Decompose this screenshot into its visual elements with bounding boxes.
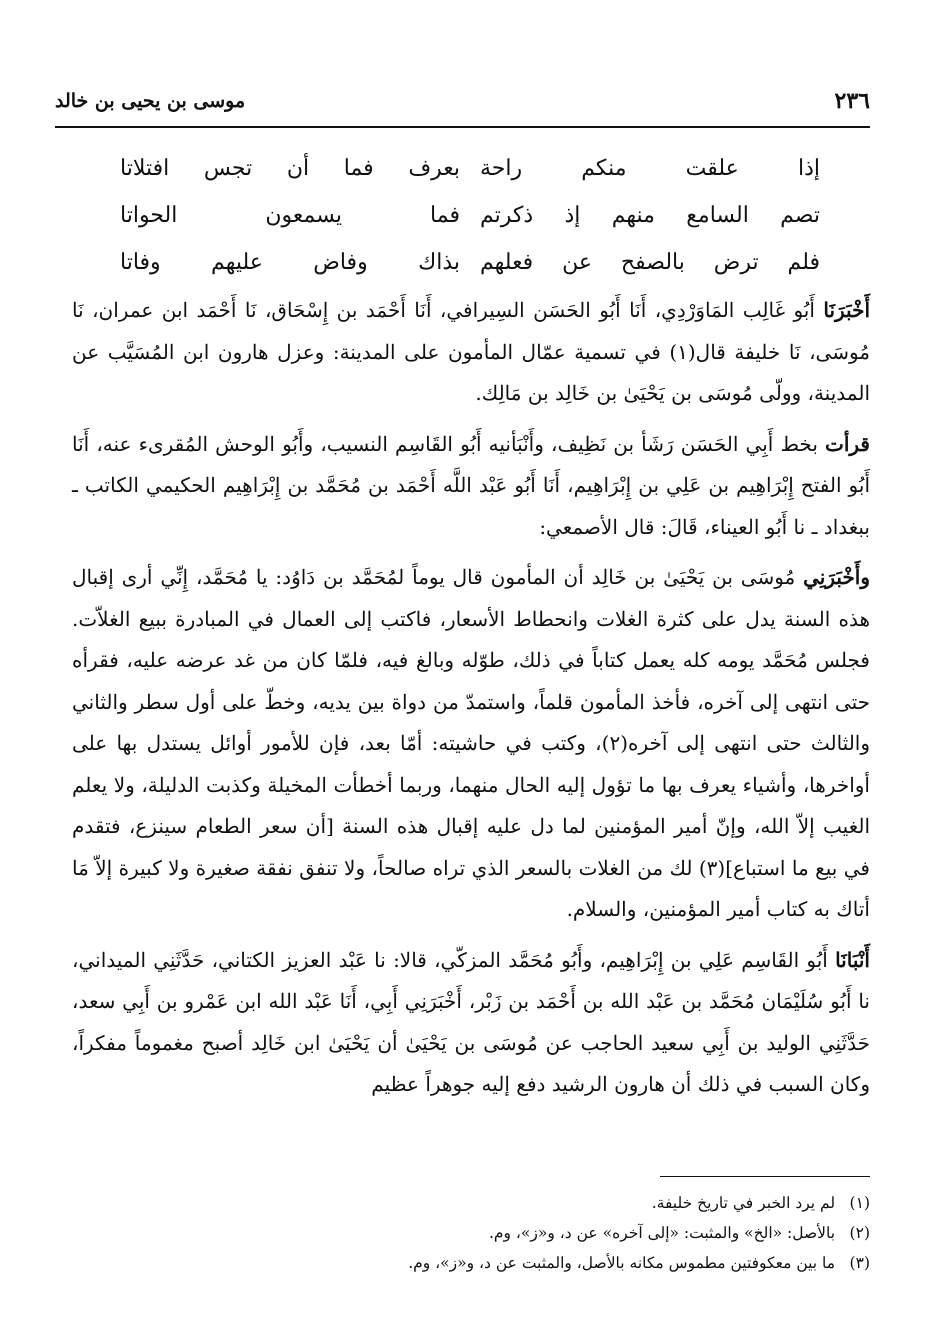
paragraph-text: أَبُو غَالِب المَاوَرْدِي، أَنَا أَبُو الحَسَن السِيرافي، أَنَا أَحْمَد بن إِسْحَاق، نَا أَحْمَد ابن عمران، نَا مُوسَى، نَا خليفة قال(١) في تسمية عمّال المأمون على المدينة: وعزل هارون ابن المُسَيَّب عن المدينة، وولّى مُوسَى بن يَحْيَىٰ بن خَالِد بن مَالِك.	[72, 298, 870, 405]
paragraph-lead-word: وأَخْبَرَنِي	[803, 565, 870, 589]
paragraph-text: مُوسَى بن يَحْيَىٰ بن خَالِد أن المأمون قال يوماً لمُحَمَّد بن دَاوُد: يا مُحَمَّد، إِنِّي أرى إقبال هذه السنة يدل على كثرة الغلات وانحطاط الأسعار، فاكتب إلى العمال في المبادرة ببيع الغلاّت. فجلس مُحَمَّد يومه كله يعمل كتاباً في ذلك، طوّله وبالغ فيه، فلمّا كان من غد عرضه عليه، فقرأه حتى انتهى إلى آخره، فأخذ المأمون قلماً، واستمدّ من دواة بين يديه، وخطّ على أول سطر والثاني والثالث حتى انتهى إلى آخره(٢)، وكتب في حاشيته: أمّا بعد، فإن للأمور أوائل يستدل بها على أواخرها، وأشياء يعرف بها ما تؤول إليه الحال منهما، وربما أخطأت المخيلة وكذبت الدليلة، ولا يعلم الغيب إلاّ الله، وإنّ أمير المؤمنين لما دل عليه إقبال هذه السنة [أن سعر الطعام سينزع، فتقدم في بيع ما استباع](٣) لك من الغلات بالسعر الذي تراه صالحاً، ولا تنفق نفقة صغيرة ولا كبيرة إلاّ مَا أتاك به كتاب أمير المؤمنين، والسلام.	[72, 565, 871, 921]
poem-hemistich-second: بذاك وفاض عليهم وفاتا	[120, 250, 460, 275]
paragraph-lead-word: أَنْبَانَا	[835, 947, 870, 972]
paragraph	[72, 424, 870, 549]
header-rule	[55, 126, 870, 128]
footnote	[72, 1218, 870, 1248]
paragraph	[72, 290, 870, 415]
poem-hemistich-second: بعرف فما أن تجس افتلاتا	[120, 156, 460, 181]
footnote-number: (١)	[849, 1194, 870, 1212]
footnote-separator	[660, 1176, 870, 1177]
paragraph-text: بخط أَبِي الحَسَن رَشَأ بن نَظِيف، وأَنْبَأنيه أَبُو القَاسِم النسيب، وأَبُو الوحش المُقرىء عنه، أَنَا أَبُو الفتح إِبْرَاهِيم بن عَلِي بن إِبْرَاهِيم، أَنَا أَبُو عَبْد اللَّه أَحْمَد بن مُحَمَّد بن إِبْرَاهِيم الحكيمي الكاتب ـ ببغداد ـ نا أَبُو العيناء، قَالَ: قال الأصمعي:	[72, 431, 870, 539]
paragraph-lead-word: قرأت	[825, 431, 870, 456]
page-number: ٢٣٦	[834, 88, 870, 114]
page-header	[55, 82, 870, 122]
footnote	[72, 1248, 870, 1278]
paragraph	[72, 940, 870, 1106]
poem-verse	[120, 156, 820, 203]
paragraph-text: أَبُو القَاسِم عَلِي بن إِبْرَاهِيم، وأَبُو مُحَمَّد المزكّي، قالا: نا عَبْد العزيز الكتاني، حَدَّثَنِي الميداني، نا أَبُو سُلَيْمَان مُحَمَّد بن عَبْد الله بن أَحْمَد بن زَبْر، أَخْبَرَنِي أَبِي، أَنَا عَبْد الله ابن عَمْرو بن أَبِي سعد، حَدَّثَنِي الوليد بن أَبِي سعيد الحاجب عن مُوسَى بن يَحْيَىٰ أن يَحْيَىٰ ابن خَالِد أصبح مغموماً مفكراً، وكان السبب في ذلك أن هارون الرشيد دفع إليه جوهراً عظيم	[72, 947, 870, 1096]
poem-verse	[120, 203, 820, 250]
footnote-number: (٣)	[849, 1254, 870, 1272]
running-title: موسى بن يحيى بن خالد	[55, 90, 246, 112]
footnote-text: لم يرد الخبر في تاريخ خليفة.	[651, 1194, 836, 1212]
footnote	[72, 1188, 870, 1218]
main-text	[72, 290, 870, 1115]
paragraph-lead-word: أَخْبَرَنَا	[823, 298, 870, 322]
footnote-number: (٢)	[849, 1224, 870, 1242]
poem	[120, 156, 820, 297]
poem-hemistich-second: فما يسمعون الحواتا	[120, 203, 460, 228]
footnote-text: بالأصل: «الخ» والمثبت: «إلى آخره» عن د، و«ز»، وم.	[488, 1224, 836, 1242]
footnote-text: ما بين معكوفتين مطموس مكانه بالأصل، والمثبت عن د، و«ز»، وم.	[408, 1254, 836, 1272]
paragraph	[72, 557, 870, 931]
poem-hemistich-first: فلم ترض بالصفح عن فعلهم	[480, 250, 820, 275]
footnotes	[72, 1188, 870, 1278]
poem-hemistich-first: إذا علقت منكم راحة	[480, 156, 820, 181]
poem-hemistich-first: تصم السامع منهم إذ ذكرتم	[480, 203, 820, 228]
